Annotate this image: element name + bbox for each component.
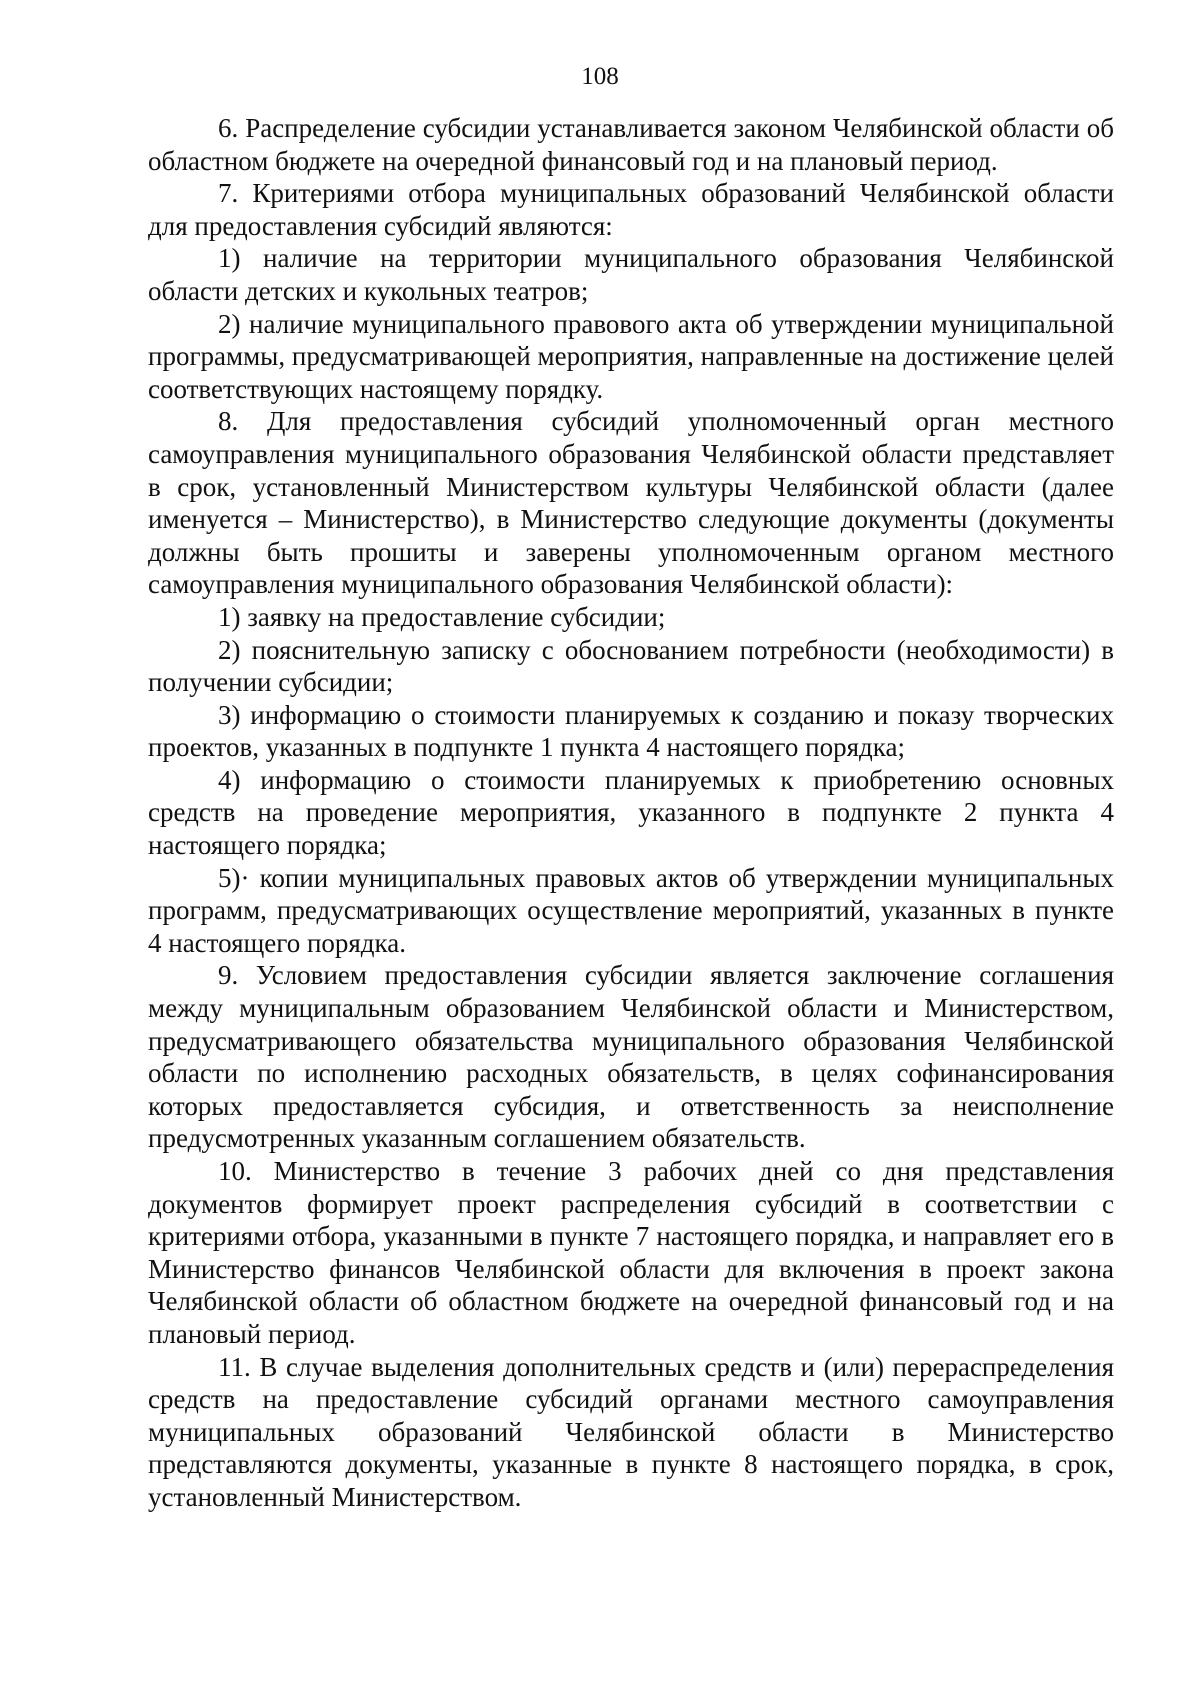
paragraph-7-item-1: 1) наличие на территории муниципального образования Челябинской области детских и кукольных театров; [148, 243, 1114, 306]
paragraph-11: 11. В случае выделения дополнительных средств и (или) перераспределения средств на предоставление субсидий органами местного самоуправления муниципальных образований Челябинской области в Министерство представляются документы, указанные в пункте 8 настоящего порядка, в срок, установленный Министерством. [148, 1351, 1114, 1512]
paragraph-8-item-3: 3) информацию о стоимости планируемых к созданию и показу творческих проектов, указанных в подпункте 1 пункта 4 настоящего порядка; [148, 699, 1114, 763]
paragraph-8-item-2: 2) пояснительную записку с обоснованием потребности (необходимости) в получении субсидии; [148, 634, 1114, 698]
document-body [148, 112, 1114, 1514]
paragraph-6: 6. Распределение субсидии устанавливается законом Челябинской области об областном бюджете на очередной финансовый год и на плановый период. [148, 113, 1114, 176]
paragraph-9: 9. Условием предоставления субсидии является заключение соглашения между муниципальным образованием Челябинской области и Министерством, предусматривающего обязательства муниципального образования Челябинской области по исполнению расходных обязательств, в целях софинансирования которых предоставляется субсидия, и ответственность за неисполнение предусмотренных указанным соглашением обязательств. [148, 960, 1114, 1154]
paragraph-8-item-1: 1) заявку на предоставление субсидии; [218, 601, 666, 632]
paragraph-8-item-4: 4) информацию о стоимости планируемых к приобретению основных средств на проведение мероприятия, указанного в подпункте 2 пункта 4 настоящего порядка; [148, 764, 1114, 861]
paragraph-8-item-5: 5)· копии муниципальных правовых актов об утверждении муниципальных программ, предусматривающих осуществление мероприятий, указанных в пункте 4 настоящего порядка. [148, 862, 1114, 958]
page-number: 108 [581, 63, 619, 90]
paragraph-7-item-2: 2) наличие муниципального правового акта об утверждении муниципальной программы, предусматривающей мероприятия, направленные на достижение целей соответствующих настоящему порядку. [148, 308, 1114, 404]
paragraph-7: 7. Критериями отбора муниципальных образований Челябинской области для предоставления субсидий являются: [148, 178, 1114, 241]
paragraph-10: 10. Министерство в течение 3 рабочих дней со дня представления документов формирует проект распределения субсидий в соответствии с критериями отбора, указанными в пункте 7 настоящего порядка, и направляет его в Министерство финансов Челябинской области для включения в проект закона Челябинской области об областном бюджете на очередной финансовый год и на плановый период. [148, 1156, 1114, 1349]
paragraph-8: 8. Для предоставления субсидий уполномоченный орган местного самоуправления муниципального образования Челябинской области представляет в срок, установленный Министерством культуры Челябинской области (далее именуется – Министерство), в Министерство следующие документы (документы должны быть прошиты и заверены уполномоченным органом местного самоуправления муниципального образования Челябинской области): [148, 406, 1114, 600]
